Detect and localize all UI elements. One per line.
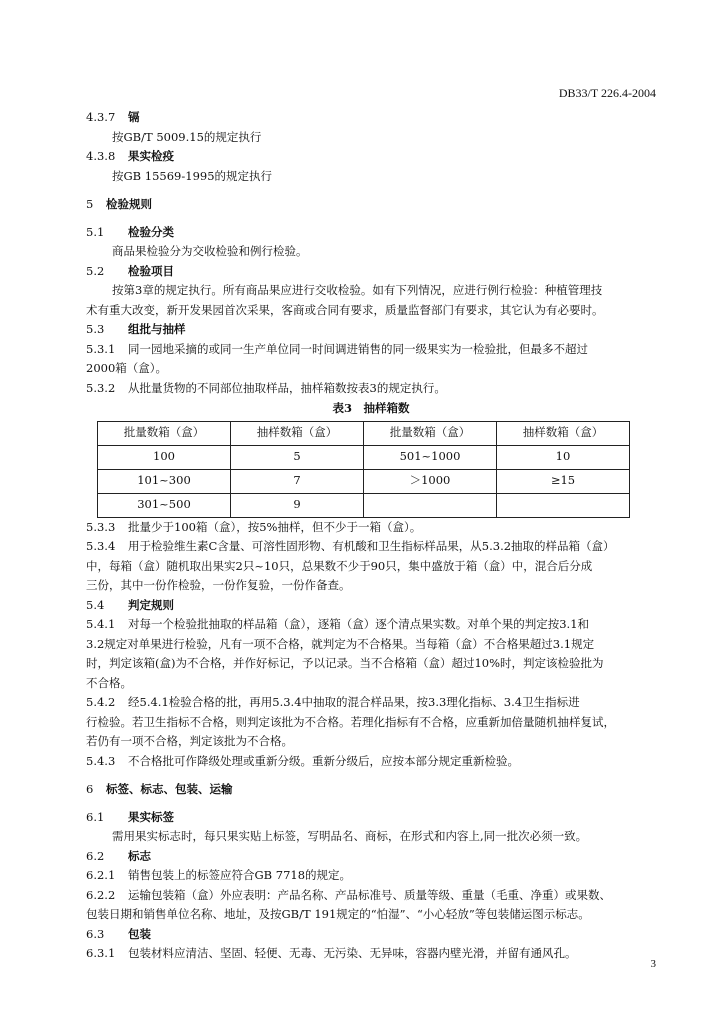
section-text: 批量少于100箱（盒），按5%抽样，但不少于一箱（盒）。 bbox=[128, 519, 422, 534]
section-5-4-2-line-3: 若仍有一项不合格，判定该批为不合格。 bbox=[86, 734, 293, 748]
table-cell: 9 bbox=[231, 493, 364, 517]
section-5-3-heading bbox=[86, 320, 656, 340]
section-number: 5.4.2 bbox=[86, 695, 116, 709]
section-title: 判定规则 bbox=[128, 597, 174, 612]
section-5-4-2-line-2: 行检验。若卫生指标不合格，则判定该批为不合格。若理化指标有不合格，应重新加倍量随机抽样复试， bbox=[86, 714, 615, 729]
table-row bbox=[98, 469, 630, 493]
section-6-1-heading bbox=[86, 808, 656, 828]
chapter-5-heading bbox=[86, 195, 656, 215]
section-number: 4.3.7 bbox=[86, 110, 116, 124]
page-number: 3 bbox=[650, 958, 656, 970]
section-6-3-1-line-1 bbox=[86, 944, 656, 964]
section-4-3-8-heading bbox=[86, 147, 656, 167]
section-title: 组批与抽样 bbox=[128, 322, 186, 336]
section-number: 5.4 bbox=[86, 597, 105, 612]
table-cell: 10 bbox=[497, 445, 630, 469]
table-cell: 7 bbox=[231, 469, 364, 493]
table-cell: 301~500 bbox=[98, 493, 231, 517]
section-title: 果实标签 bbox=[128, 809, 174, 824]
section-5-3-4-line-2: 中，每箱（盒）随机取出果实2只~10只，总果数不少于90只，集中盛放于箱（盒）中，混合后分成 bbox=[86, 558, 593, 573]
table-header-cell: 批量数箱（盒） bbox=[98, 421, 231, 445]
section-number: 5.3.2 bbox=[86, 380, 116, 395]
chapter-number: 5 bbox=[86, 197, 94, 211]
table-row bbox=[98, 445, 630, 469]
section-title: 标志 bbox=[128, 848, 151, 863]
section-number: 5.1 bbox=[86, 224, 105, 239]
section-5-3-4-line-1 bbox=[86, 537, 656, 557]
section-6-2-heading bbox=[86, 847, 656, 867]
section-number: 6.2.2 bbox=[86, 887, 116, 902]
section-5-4-1-line-4: 不合格。 bbox=[86, 675, 132, 690]
section-text: 销售包装上的标签应符合GB 7718的规定。 bbox=[128, 868, 352, 882]
section-number: 5.3.3 bbox=[86, 519, 116, 534]
section-5-2-line-1: 按第3章的规定执行。所有商品果应进行交收检验。如有下列情况，应进行例行检验：种植管理技 bbox=[112, 283, 603, 297]
section-6-2-2-line-1 bbox=[86, 886, 656, 906]
table-cell: 100 bbox=[98, 445, 231, 469]
section-text: 对每一个检验批抽取的样品箱（盒），逐箱（盒）逐个清点果实数。对单个果的判定按3.1和 bbox=[128, 617, 590, 631]
section-5-3-3-line-1 bbox=[86, 518, 656, 538]
section-title: 包装 bbox=[128, 926, 151, 941]
section-5-2-heading bbox=[86, 262, 656, 282]
section-text: 包装材料应清洁、坚固、轻便、无毒、无污染、无异味，容器内壁光滑，并留有通风孔。 bbox=[128, 946, 577, 960]
table-cell: 501~1000 bbox=[364, 445, 497, 469]
table-cell: ≥15 bbox=[497, 469, 630, 493]
section-5-1-body: 商品果检验分为交收检验和例行检验。 bbox=[112, 244, 308, 258]
section-4-3-7-heading bbox=[86, 108, 656, 128]
section-5-4-1-line-2: 3.2规定对单果进行检验，凡有一项不合格，就判定为不合格果。当每箱（盒）不合格果超过3.1规定 bbox=[86, 636, 595, 651]
table-header-cell: 抽样数箱（盒） bbox=[497, 421, 630, 445]
sampling-table bbox=[97, 421, 630, 518]
section-number: 5.3 bbox=[86, 322, 105, 336]
section-5-1-heading bbox=[86, 223, 656, 243]
section-6-1-body: 需用果实标志时，每只果实贴上标签，写明品名、商标，在形式和内容上,同一批次必须一致。 bbox=[112, 829, 588, 843]
section-number: 5.3.1 bbox=[86, 341, 116, 356]
section-text: 从批量货物的不同部位抽取样品，抽样箱数按表3的规定执行。 bbox=[128, 380, 446, 395]
table-header-row bbox=[98, 421, 630, 445]
section-title: 检验项目 bbox=[128, 263, 174, 278]
section-title: 果实检疫 bbox=[128, 149, 174, 163]
section-5-3-1-line-1 bbox=[86, 340, 656, 360]
table-header-cell: 抽样数箱（盒） bbox=[231, 421, 364, 445]
chapter-title: 检验规则 bbox=[106, 197, 152, 211]
section-number: 5.2 bbox=[86, 263, 105, 278]
section-6-2-1-line-1 bbox=[86, 866, 656, 886]
section-number: 5.4.1 bbox=[86, 617, 116, 631]
section-text: 用于检验维生素C含量、可溶性固形物、有机酸和卫生指标样品果，从5.3.2抽取的样品箱（盒） bbox=[128, 539, 615, 553]
section-number: 5.3.4 bbox=[86, 539, 116, 553]
section-text: 同一园地采摘的或同一生产单位同一时间调进销售的同一级果实为一检验批，但最多不超过 bbox=[128, 341, 588, 356]
section-5-2-line-2: 术有重大改变，新开发果园首次采果，客商或合同有要求，质量监督部门有要求，其它认为有必要时。 bbox=[86, 302, 604, 317]
chapter-number: 6 bbox=[86, 782, 94, 796]
section-5-4-2-line-1 bbox=[86, 693, 656, 713]
section-5-4-3-line-1 bbox=[86, 752, 656, 772]
section-5-3-2-line-1 bbox=[86, 379, 656, 399]
section-6-3-heading bbox=[86, 925, 656, 945]
section-4-3-8-body: 按GB 15569-1995的规定执行 bbox=[112, 168, 273, 183]
section-number: 6.1 bbox=[86, 809, 105, 824]
table-cell bbox=[364, 493, 497, 517]
chapter-title: 标签、标志、包装、运输 bbox=[106, 782, 233, 796]
section-text: 不合格批可作降级处理或重新分级。重新分级后，应按本部分规定重新检验。 bbox=[128, 753, 519, 768]
table-cell bbox=[497, 493, 630, 517]
table-caption: 表3 抽样箱数 bbox=[332, 401, 410, 415]
section-number: 6.2 bbox=[86, 848, 105, 863]
section-6-2-2-line-2: 包装日期和销售单位名称、地址，及按GB/T 191规定的“怕湿”、“小心轻放”等包装储运图示标志。 bbox=[86, 907, 590, 921]
section-5-4-1-line-3: 时，判定该箱(盒)为不合格，并作好标记，予以记录。当不合格箱（盒）超过10%时，判定该检验批为 bbox=[86, 656, 604, 670]
section-5-3-1-line-2: 2000箱（盒）。 bbox=[86, 361, 168, 375]
table-cell: 5 bbox=[231, 445, 364, 469]
table-cell: 101~300 bbox=[98, 469, 231, 493]
section-number: 6.2.1 bbox=[86, 868, 116, 882]
document-body bbox=[86, 108, 656, 964]
section-text: 经5.4.1检验合格的批，再用5.3.4中抽取的混合样品果，按3.3理化指标、3.4卫生指标进 bbox=[128, 695, 580, 709]
section-5-4-1-line-1 bbox=[86, 615, 656, 635]
table-row bbox=[98, 493, 630, 517]
section-title: 检验分类 bbox=[128, 224, 174, 239]
section-title: 镉 bbox=[128, 110, 140, 124]
section-text: 运输包装箱（盒）外应表明：产品名称、产品标准号、质量等级、重量（毛重、净重）或果数、 bbox=[128, 887, 611, 902]
table-header-cell: 批量数箱（盒） bbox=[364, 421, 497, 445]
chapter-6-heading bbox=[86, 780, 656, 800]
section-number: 4.3.8 bbox=[86, 149, 116, 163]
section-number: 6.3 bbox=[86, 926, 105, 941]
section-5-3-4-line-3: 三份，其中一份作检验，一份作复验，一份作备查。 bbox=[86, 578, 351, 592]
section-number: 6.3.1 bbox=[86, 946, 116, 960]
section-4-3-7-body: 按GB/T 5009.15的规定执行 bbox=[112, 129, 262, 144]
standard-code: DB33/T 226.4-2004 bbox=[558, 86, 656, 100]
table-cell: ＞1000 bbox=[364, 469, 497, 493]
section-5-4-heading bbox=[86, 596, 656, 616]
section-number: 5.4.3 bbox=[86, 753, 116, 768]
